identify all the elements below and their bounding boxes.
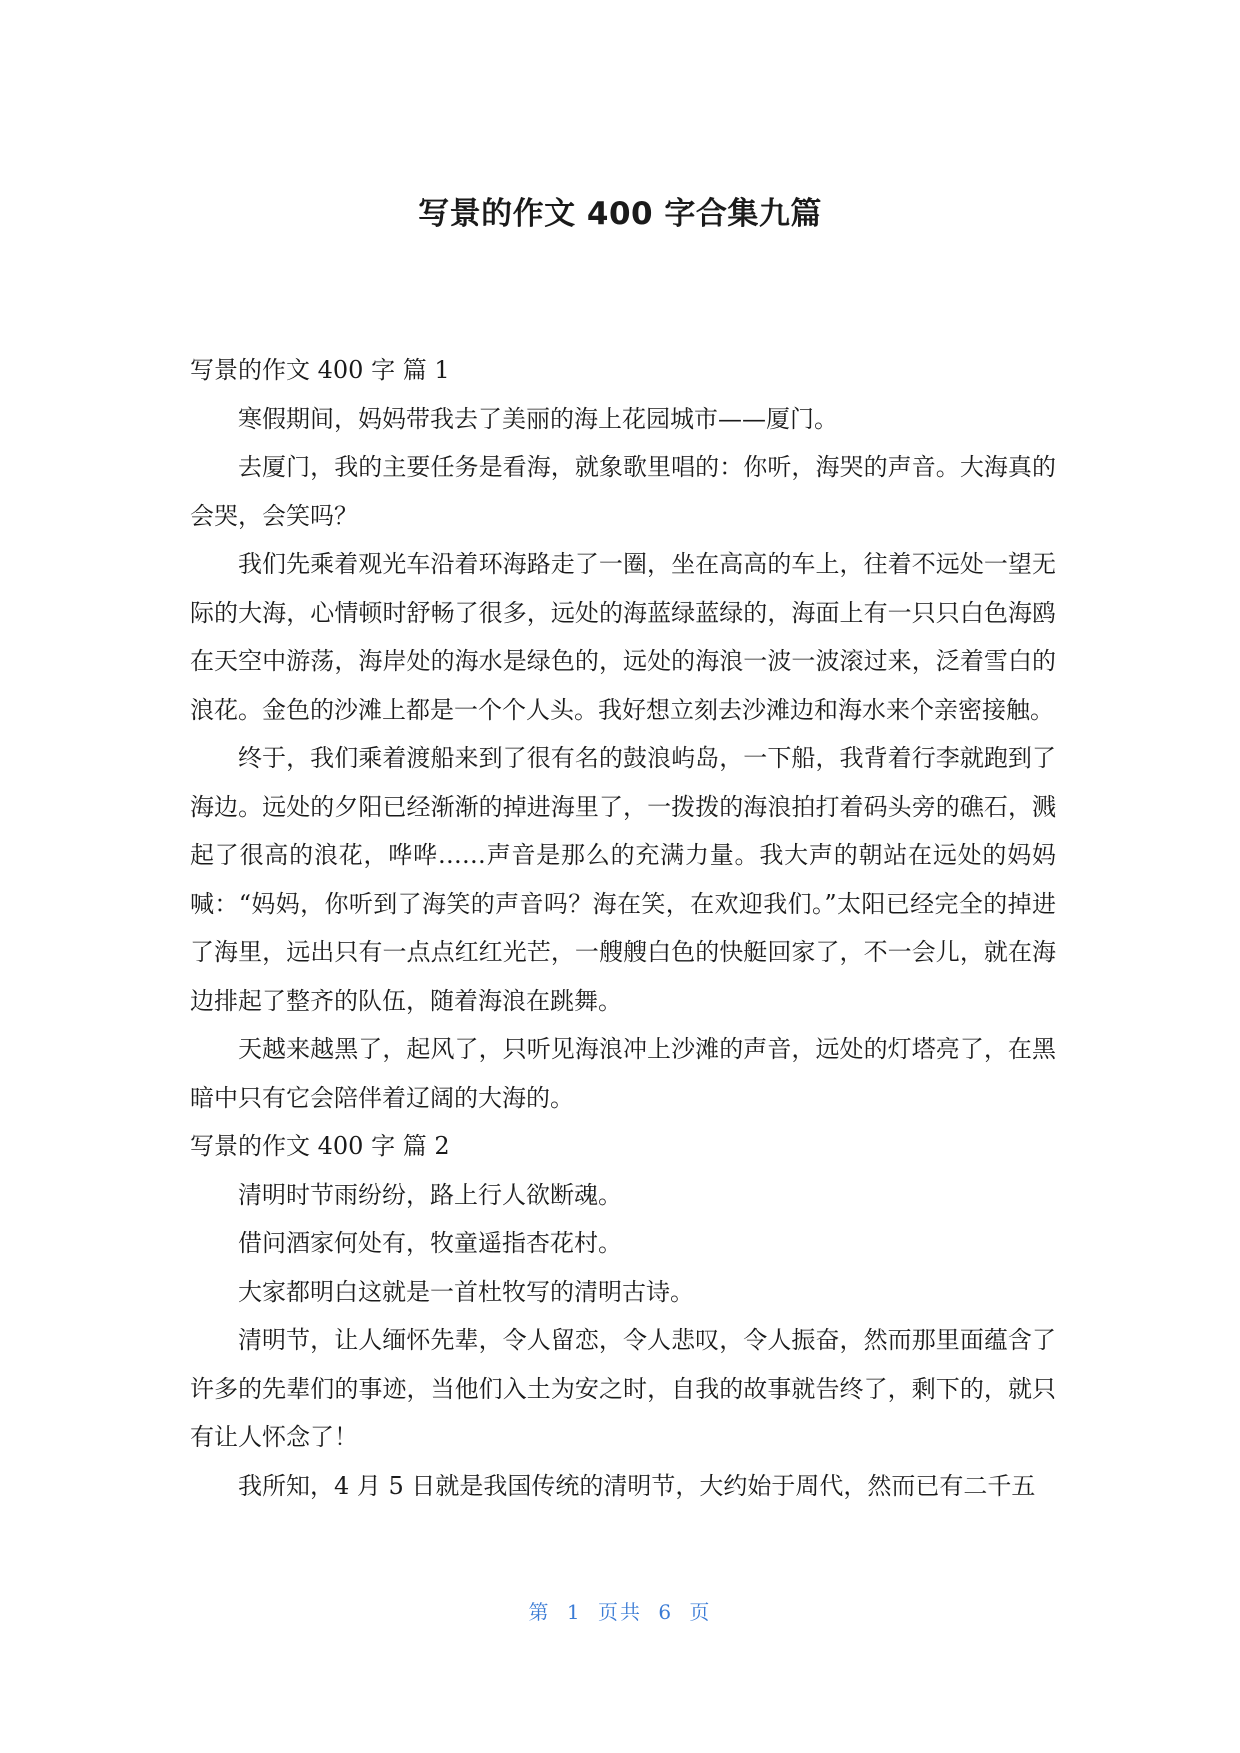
paragraph: 寒假期间，妈妈带我去了美丽的海上花园城市——厦门。 bbox=[238, 404, 838, 433]
page-number-footer: 第 1 页共 6 页 bbox=[528, 1600, 712, 1624]
paragraph: 清明节，让人缅怀先辈，令人留恋，令人悲叹，令人振奋，然而那里面蕴含了许多的先辈们的事迹，当他们入土为安之时，自我的故事就告终了，剩下的，就只有让人怀念了！ bbox=[190, 1326, 1056, 1451]
paragraph: 我所知，4 月 5 日就是我国传统的清明节，大约始于周代，然而已有二千五 bbox=[238, 1471, 1036, 1500]
paragraph: 借问酒家何处有，牧童遥指杏花村。 bbox=[238, 1229, 622, 1257]
section-heading: 写景的作文 400 字 篇 1 bbox=[190, 356, 450, 384]
paragraph: 去厦门，我的主要任务是看海，就象歌里唱的：你听，海哭的声音。大海真的会哭，会笑吗？ bbox=[190, 453, 1056, 530]
paragraph: 清明时节雨纷纷，路上行人欲断魂。 bbox=[238, 1180, 622, 1209]
paragraph: 天越来越黑了，起风了，只听见海浪冲上沙滩的声音，远处的灯塔亮了，在黑暗中只有它会陪伴着辽阔的大海的。 bbox=[190, 1035, 1056, 1112]
section-1 bbox=[190, 346, 1056, 1122]
paragraph: 大家都明白这就是一首杜牧写的清明古诗。 bbox=[238, 1277, 694, 1306]
paragraph: 我们先乘着观光车沿着环海路走了一圈，坐在高高的车上，往着不远处一望无际的大海，心情顿时舒畅了很多，远处的海蓝绿蓝绿的，海面上有一只只白色海鸥在天空中游荡，海岸处的海水是绿色的，远处的海浪一波一波滚过来，泛着雪白的浪花。金色的沙滩上都是一个个人头。我好想立刻去沙滩边和海水来个亲密接触。 bbox=[190, 550, 1056, 724]
section-heading: 写景的作文 400 字 篇 2 bbox=[190, 1132, 450, 1160]
section-2 bbox=[190, 1122, 1056, 1510]
document-title: 写景的作文 400 字合集九篇 bbox=[418, 196, 822, 232]
paragraph: 终于，我们乘着渡船来到了很有名的鼓浪屿岛，一下船，我背着行李就跑到了海边。远处的夕阳已经渐渐的掉进海里了，一拨拨的海浪拍打着码头旁的礁石，溅起了很高的浪花，哗哗……声音是那么的充满力量。我大声的朝站在远处的妈妈喊：“妈妈，你听到了海笑的声音吗？海在笑，在欢迎我们。”太阳已经完全的掉进了海里，远出只有一点点红红光芒，一艘艘白色的快艇回家了，不一会儿，就在海边排起了整齐的队伍，随着海浪在跳舞。 bbox=[190, 744, 1056, 1015]
document-body bbox=[190, 346, 1056, 1510]
